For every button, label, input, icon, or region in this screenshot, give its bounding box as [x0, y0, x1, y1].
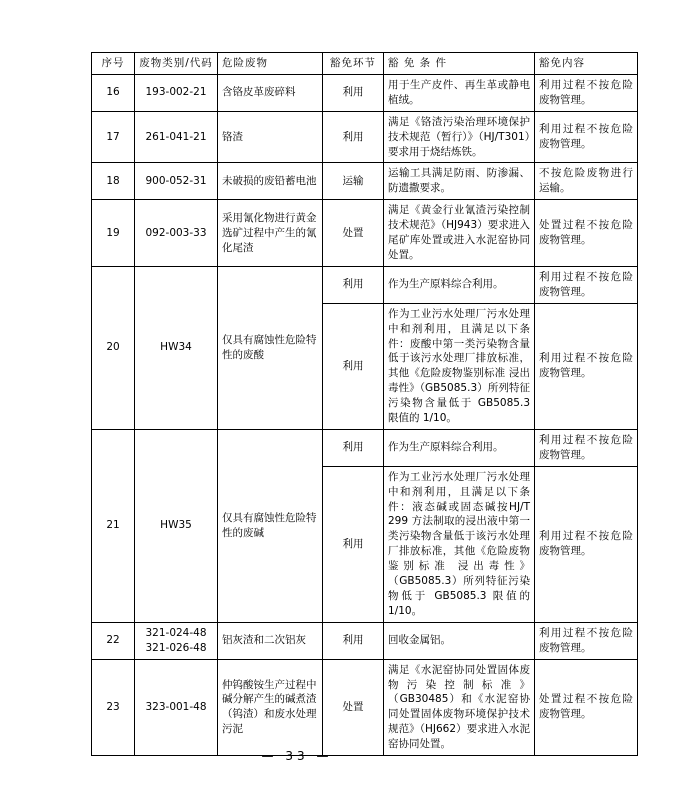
cell-condition: 作为工业污水处理厂污水处理中和剂利用，且满足以下条件：液态碱或固态碱按HJ/T 299 方法制取的浸出液中第一类污染物含量低于该污水处理厂排放标准，其他《危险废物鉴别标准 浸出毒性》（GB5085.3）所列特征污染物低于 GB5085.3 限值的 1/10。 [384, 466, 535, 622]
cell-seq: 16 [92, 74, 135, 111]
column-header-link: 豁免环节 [323, 53, 384, 75]
cell-code: HW35 [135, 429, 218, 622]
column-header-content: 豁免内容 [535, 53, 638, 75]
table-row [92, 200, 638, 267]
cell-condition: 满足《黄金行业氰渣污染控制技术规范》（HJ943）要求进入尾矿库处置或进入水泥窑协同处置。 [384, 200, 535, 267]
table-row [92, 111, 638, 163]
cell-content: 利用过程不按危险废物管理。 [535, 111, 638, 163]
table-row [92, 266, 638, 303]
cell-waste: 仲钨酸铵生产过程中碱分解产生的碱煮渣（钨渣）和废水处理污泥 [218, 659, 323, 755]
cell-code: HW34 [135, 266, 218, 429]
cell-content: 利用过程不按危险废物管理。 [535, 74, 638, 111]
cell-link: 利用 [323, 111, 384, 163]
cell-link: 利用 [323, 622, 384, 659]
cell-link: 利用 [323, 466, 384, 622]
cell-code: 900-052-31 [135, 163, 218, 200]
page-number: — 33 — [261, 749, 333, 763]
cell-seq: 23 [92, 659, 135, 755]
cell-condition: 作为生产原料综合利用。 [384, 429, 535, 466]
cell-seq: 17 [92, 111, 135, 163]
table-row [92, 622, 638, 659]
cell-code-line-2: 321-026-48 [145, 641, 207, 654]
cell-link: 利用 [323, 303, 384, 429]
table [91, 52, 638, 756]
cell-waste: 未破损的废铅蓄电池 [218, 163, 323, 200]
table-header [92, 53, 638, 75]
cell-seq: 19 [92, 200, 135, 267]
column-header-condition: 豁 免 条 件 [384, 53, 535, 75]
cell-content: 利用过程不按危险废物管理。 [535, 303, 638, 429]
cell-content: 不按危险废物进行运输。 [535, 163, 638, 200]
cell-content: 利用过程不按危险废物管理。 [535, 622, 638, 659]
cell-content: 利用过程不按危险废物管理。 [535, 429, 638, 466]
cell-content: 利用过程不按危险废物管理。 [535, 466, 638, 622]
cell-waste: 铝灰渣和二次铝灰 [218, 622, 323, 659]
cell-waste: 仅具有腐蚀性危险特性的废碱 [218, 429, 323, 622]
cell-link: 处置 [323, 659, 384, 755]
cell-link: 利用 [323, 429, 384, 466]
cell-code: 323-001-48 [135, 659, 218, 755]
table-row [92, 74, 638, 111]
cell-content: 利用过程不按危险废物管理。 [535, 266, 638, 303]
table-header-row [92, 53, 638, 75]
cell-code [135, 622, 218, 659]
table-row [92, 429, 638, 466]
cell-condition: 运输工具满足防雨、防渗漏、防遗撒要求。 [384, 163, 535, 200]
cell-waste: 含铬皮革废碎料 [218, 74, 323, 111]
cell-code: 261-041-21 [135, 111, 218, 163]
cell-content: 处置过程不按危险废物管理。 [535, 200, 638, 267]
table-row [92, 163, 638, 200]
cell-condition: 满足《铬渣污染治理环境保护技术规范（暂行）》（HJ/T301）要求用于烧结炼铁。 [384, 111, 535, 163]
cell-link: 利用 [323, 74, 384, 111]
cell-condition: 作为工业污水处理厂污水处理中和剂利用，且满足以下条件：废酸中第一类污染物含量低于该污水处理厂排放标准，其他《危险废物鉴别标准 浸出毒性》（GB5085.3）所列特征污染物含量低于 GB5085.3 限值的 1/10。 [384, 303, 535, 429]
column-header-seq: 序号 [92, 53, 135, 75]
cell-code-line-1: 321-024-48 [145, 626, 207, 639]
column-header-waste: 危险废物 [218, 53, 323, 75]
cell-link: 运输 [323, 163, 384, 200]
cell-link: 处置 [323, 200, 384, 267]
cell-seq: 22 [92, 622, 135, 659]
cell-seq: 21 [92, 429, 135, 622]
table-body [92, 74, 638, 755]
cell-seq: 18 [92, 163, 135, 200]
cell-seq: 20 [92, 266, 135, 429]
cell-waste: 铬渣 [218, 111, 323, 163]
hazardous-waste-exemption-table [91, 52, 633, 756]
cell-condition: 满足《水泥窑协同处置固体废物污染控制标准》（GB30485）和《水泥窑协同处置固体废物环境保护技术规范》（HJ662）要求进入水泥窑协同处置。 [384, 659, 535, 755]
cell-waste: 采用氰化物进行黄金选矿过程中产生的氰化尾渣 [218, 200, 323, 267]
cell-content: 处置过程不按危险废物管理。 [535, 659, 638, 755]
column-header-code: 废物类别/代码 [135, 53, 218, 75]
cell-code: 193-002-21 [135, 74, 218, 111]
cell-waste: 仅具有腐蚀性危险特性的废酸 [218, 266, 323, 429]
cell-condition: 用于生产皮件、再生革或静电植绒。 [384, 74, 535, 111]
cell-code: 092-003-33 [135, 200, 218, 267]
cell-condition: 回收金属铝。 [384, 622, 535, 659]
cell-condition: 作为生产原料综合利用。 [384, 266, 535, 303]
cell-link: 利用 [323, 266, 384, 303]
table-row [92, 659, 638, 755]
